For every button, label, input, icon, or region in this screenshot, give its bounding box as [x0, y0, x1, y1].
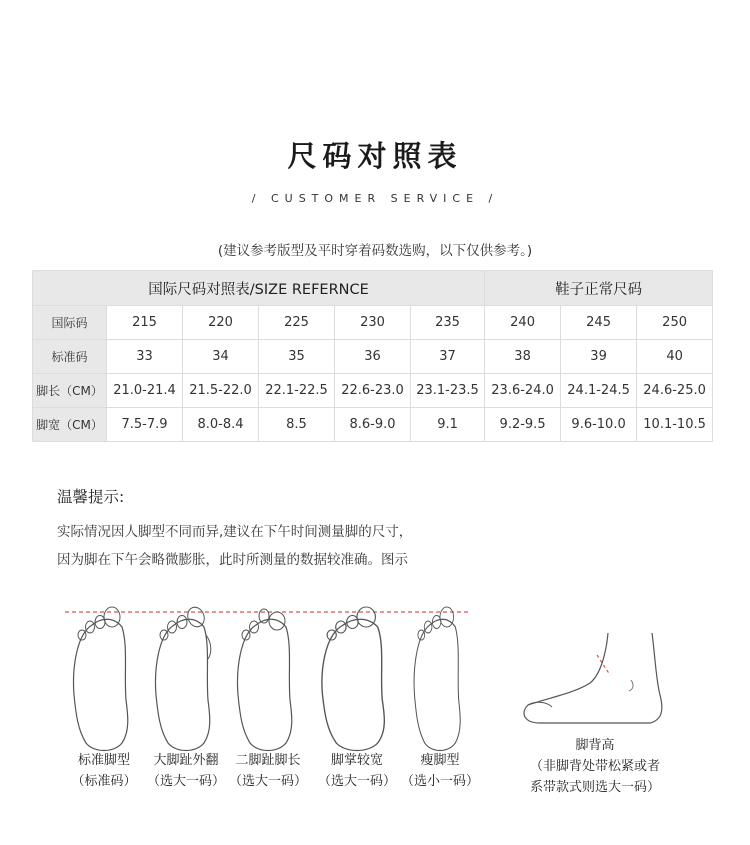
foot-advice: （选小一码） — [400, 774, 479, 789]
table-cell: 220 — [183, 306, 259, 340]
table-cell: 10.1-10.5 — [637, 408, 713, 442]
table-cell: 22.1-22.5 — [259, 374, 335, 408]
table-cell: 240 — [485, 306, 561, 340]
table-cell: 24.1-24.5 — [561, 374, 637, 408]
table-cell: 23.1-23.5 — [411, 374, 485, 408]
table-header-row — [33, 271, 713, 306]
foot-advice: （选大一码） — [146, 774, 225, 789]
tips-title: 温馨提示: — [57, 488, 125, 506]
table-cell: 9.2-9.5 — [485, 408, 561, 442]
foot-name: 标准脚型 — [77, 753, 130, 768]
row-label: 脚宽（CM） — [33, 408, 107, 442]
table-cell: 22.6-23.0 — [335, 374, 411, 408]
table-header-side: 鞋子正常尺码 — [485, 271, 713, 306]
foot-name: 二脚趾脚长 — [235, 753, 301, 768]
table-row — [33, 374, 713, 408]
table-header-main: 国际尺码对照表/SIZE REFERNCE — [33, 271, 485, 306]
table-cell: 7.5-7.9 — [107, 408, 183, 442]
foot-advice: （选大一码） — [228, 774, 307, 789]
foot-name: 脚背高 — [575, 738, 615, 753]
tips-line-1: 实际情况因人脚型不同而异,建议在下午时间测量脚的尺寸， — [57, 524, 413, 540]
table-cell: 36 — [335, 340, 411, 374]
feet-illustration — [0, 595, 750, 755]
table-cell: 235 — [411, 306, 485, 340]
table-cell: 8.5 — [259, 408, 335, 442]
slim-foot-icon — [414, 607, 460, 751]
tips-line-2: 因为脚在下午会略微膨胀，此时所测量的数据较准确。图示 — [57, 552, 408, 568]
row-label: 国际码 — [33, 306, 107, 340]
foot-name: 大脚趾外翻 — [153, 753, 219, 768]
foot-name: 瘦脚型 — [420, 753, 460, 768]
foot-advice: （选大一码） — [317, 774, 396, 789]
foot-label-slim — [394, 750, 486, 792]
table-cell: 250 — [637, 306, 713, 340]
table-cell: 9.1 — [411, 408, 485, 442]
table-cell: 24.6-25.0 — [637, 374, 713, 408]
instep-foot-icon — [524, 633, 662, 723]
page-subtitle: / CUSTOMER SERVICE / — [251, 192, 499, 205]
foot-label-bunion — [140, 750, 232, 792]
bunion-foot-icon — [156, 605, 211, 751]
table-row — [33, 408, 713, 442]
table-cell: 34 — [183, 340, 259, 374]
table-cell: 37 — [411, 340, 485, 374]
foot-advice: （标准码） — [71, 774, 137, 789]
foot-name: 脚掌较宽 — [330, 753, 383, 768]
foot-label-standard — [58, 750, 150, 792]
table-cell: 21.5-22.0 — [183, 374, 259, 408]
standard-foot-icon — [74, 607, 128, 751]
foot-label-wide — [311, 750, 403, 792]
table-cell: 39 — [561, 340, 637, 374]
table-cell: 38 — [485, 340, 561, 374]
table-row — [33, 306, 713, 340]
foot-label-instep — [510, 735, 680, 798]
table-cell: 8.6-9.0 — [335, 408, 411, 442]
table-row — [33, 340, 713, 374]
table-cell: 40 — [637, 340, 713, 374]
page-title: 尺码对照表 — [287, 139, 463, 173]
foot-advice: （非脚背处带松紧或者 — [529, 759, 660, 774]
table-cell: 35 — [259, 340, 335, 374]
table-cell: 23.6-24.0 — [485, 374, 561, 408]
size-table — [32, 270, 713, 442]
foot-label-second-toe — [222, 750, 314, 792]
table-cell: 8.0-8.4 — [183, 408, 259, 442]
table-cell: 33 — [107, 340, 183, 374]
table-cell: 245 — [561, 306, 637, 340]
table-cell: 21.0-21.4 — [107, 374, 183, 408]
second-toe-foot-icon — [238, 609, 292, 751]
foot-advice: 系带款式则选大一码） — [529, 780, 660, 795]
table-cell: 225 — [259, 306, 335, 340]
reference-note: (建议参考版型及平时穿着码数选购，以下仅供参考。) — [217, 243, 533, 259]
row-label: 标准码 — [33, 340, 107, 374]
table-cell: 9.6-10.0 — [561, 408, 637, 442]
row-label: 脚长（CM） — [33, 374, 107, 408]
table-cell: 215 — [107, 306, 183, 340]
table-cell: 230 — [335, 306, 411, 340]
wide-foot-icon — [322, 607, 384, 751]
